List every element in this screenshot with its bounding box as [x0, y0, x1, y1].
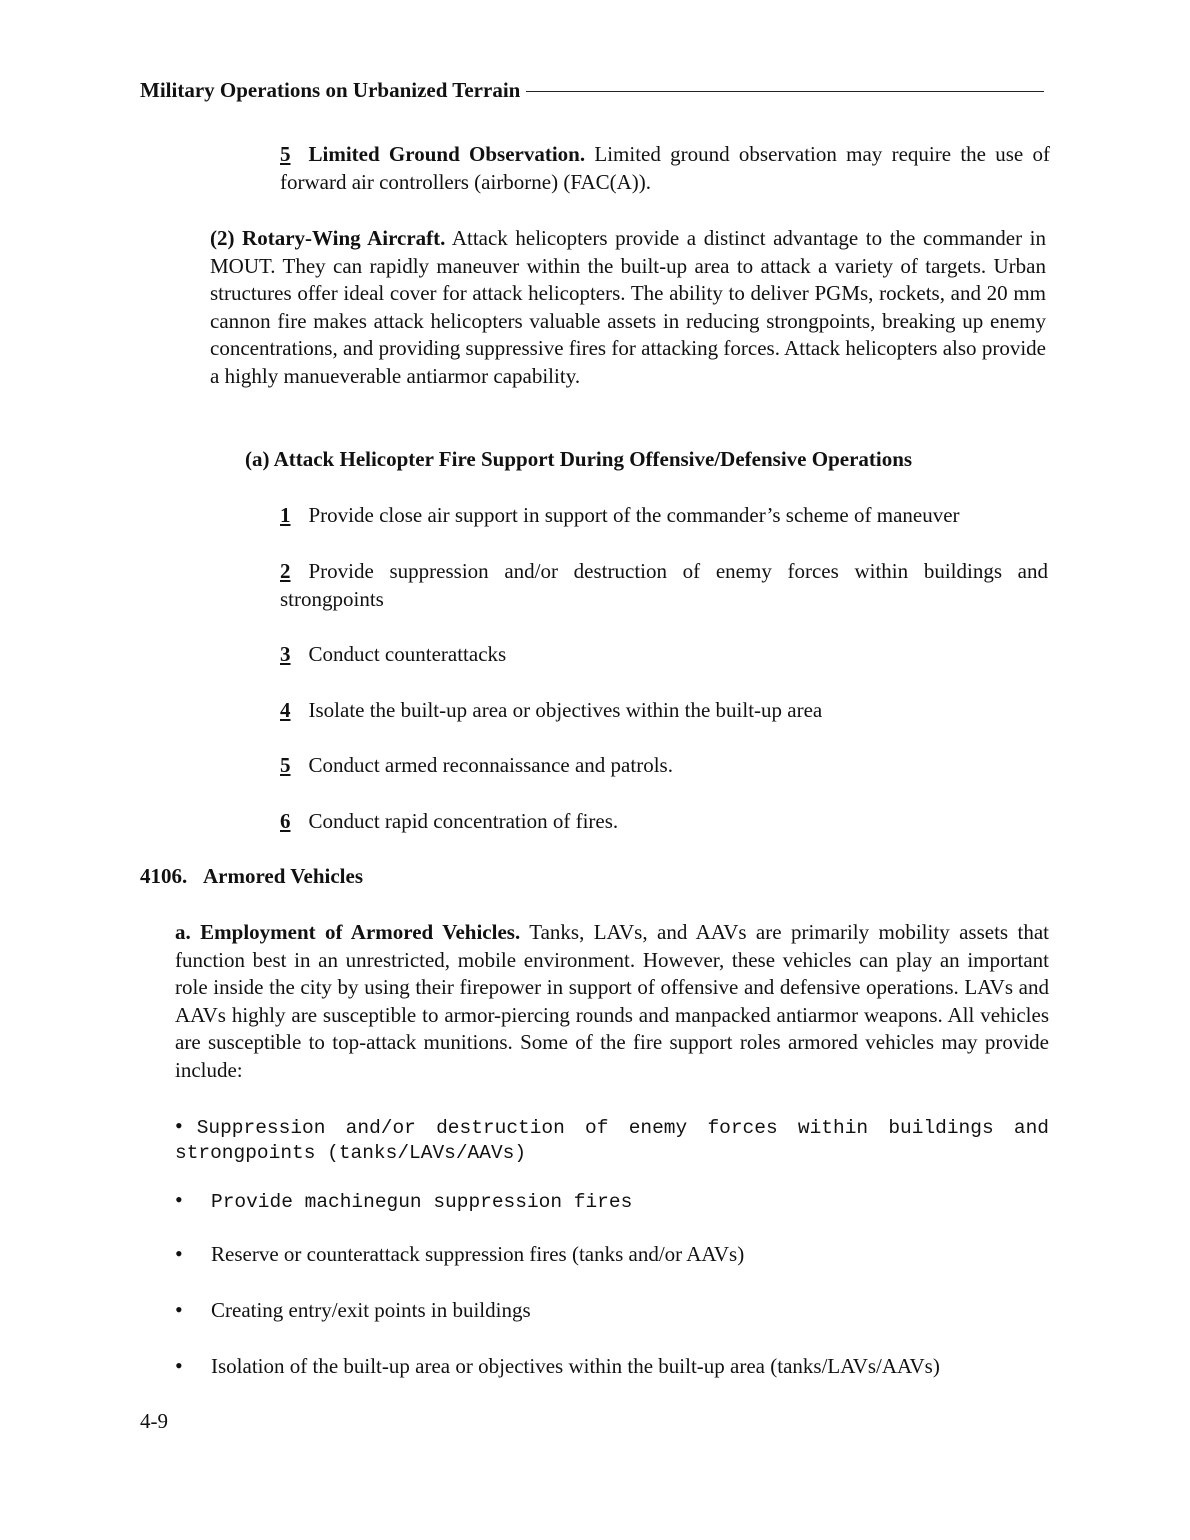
- list-item: [280, 641, 1048, 669]
- bullet-icon: •: [175, 1113, 183, 1138]
- item-text: Limited ground observation may require the use of forward air controllers (airborne) (FAC(A)).: [280, 142, 1050, 194]
- paragraph-text: Tanks, LAVs, and AAVs are primarily mobility assets that function best in an unrestricted, mobile environment. However, these vehicles can play an important role inside the city by using their firepower in support of offensive and defensive operations. LAVs and AAVs highly are susceptible to armor-piercing rounds and manpacked antiarmor weapons. All vehicles are susceptible to top-attack munitions. Some of the fire support roles armored vehicles may provide include:: [175, 920, 1049, 1082]
- list-item-text: Provide close air support in support of the commander’s scheme of maneuver: [308, 503, 960, 527]
- bullet-icon: •: [175, 1187, 183, 1212]
- bullet-text: Provide machinegun suppression fires: [211, 1191, 633, 1213]
- bullet-item: [175, 1113, 1049, 1166]
- header-title: Military Operations on Urbanized Terrain: [140, 78, 521, 102]
- page-number: 4-9: [140, 1409, 168, 1433]
- list-item: [280, 697, 1048, 725]
- paragraph-rotary-wing: [210, 225, 1046, 391]
- list-item-number: 4: [280, 698, 291, 722]
- list-item-text: Conduct rapid concentration of fires.: [308, 809, 619, 833]
- bullet-text: Reserve or counterattack suppression fires (tanks and/or AAVs): [211, 1242, 745, 1266]
- bullet-text: Suppression and/or destruction of enemy forces within buildings and strongpoints (tanks/LAVs/AAVs): [175, 1117, 1049, 1164]
- list-item-number: 3: [280, 642, 291, 666]
- list-item: [280, 808, 1048, 836]
- list-item-number: 1: [280, 503, 291, 527]
- list-item: [280, 502, 1048, 530]
- paragraph-employment: [175, 919, 1049, 1085]
- subheading-attack-helicopter: (a) Attack Helicopter Fire Support During Offensive/Defensive Operations: [245, 447, 913, 471]
- list-item-text: Provide suppression and/or destruction of enemy forces within buildings and strongpoints: [280, 559, 1048, 611]
- bullet-icon: •: [175, 1353, 183, 1378]
- bullet-icon: •: [175, 1297, 183, 1322]
- bullet-item: [175, 1352, 1049, 1381]
- bullet-item: [175, 1240, 1049, 1269]
- header-rule: [526, 91, 1044, 92]
- item-limited-ground-observation: [280, 141, 1050, 196]
- bullet-text: Creating entry/exit points in buildings: [211, 1298, 531, 1322]
- section-number: 4106.: [140, 864, 188, 888]
- list-item-text: Isolate the built-up area or objectives within the built-up area: [308, 698, 823, 722]
- list-item: [280, 558, 1048, 613]
- section-heading: [140, 864, 363, 889]
- item-heading: Limited Ground Observation.: [308, 142, 586, 166]
- bullet-item: [175, 1296, 1049, 1325]
- bullet-icon: •: [175, 1241, 183, 1266]
- list-item-number: 5: [280, 753, 291, 777]
- list-item-number: 6: [280, 809, 291, 833]
- paragraph-heading: a. Employment of Armored Vehicles.: [175, 920, 521, 944]
- list-item: [280, 752, 1048, 780]
- item-number: 5: [280, 142, 291, 166]
- bullet-item: [175, 1186, 1049, 1215]
- section-title: Armored Vehicles: [203, 864, 364, 888]
- paragraph-heading: (2) Rotary-Wing Aircraft.: [210, 226, 446, 250]
- bullet-text: Isolation of the built-up area or objectives within the built-up area (tanks/LAVs/AAVs): [211, 1354, 940, 1378]
- paragraph-text: Attack helicopters provide a distinct advantage to the commander in MOUT. They can rapidly maneuver within the built-up area to attack a variety of targets. Urban structures offer ideal cover for attack helicopters. The ability to deliver PGMs, rockets, and 20 mm cannon fire makes attack helicopters valuable assets in reducing strongpoints, breaking up enemy concentrations, and providing suppressive fires for attacking forces. Attack helicopters also provide a highly manueverable antiarmor capability.: [210, 226, 1046, 388]
- list-item-text: Conduct counterattacks: [308, 642, 507, 666]
- list-item-number: 2: [280, 559, 291, 583]
- list-item-text: Conduct armed reconnaissance and patrols.: [308, 753, 673, 777]
- running-header: [140, 78, 1044, 103]
